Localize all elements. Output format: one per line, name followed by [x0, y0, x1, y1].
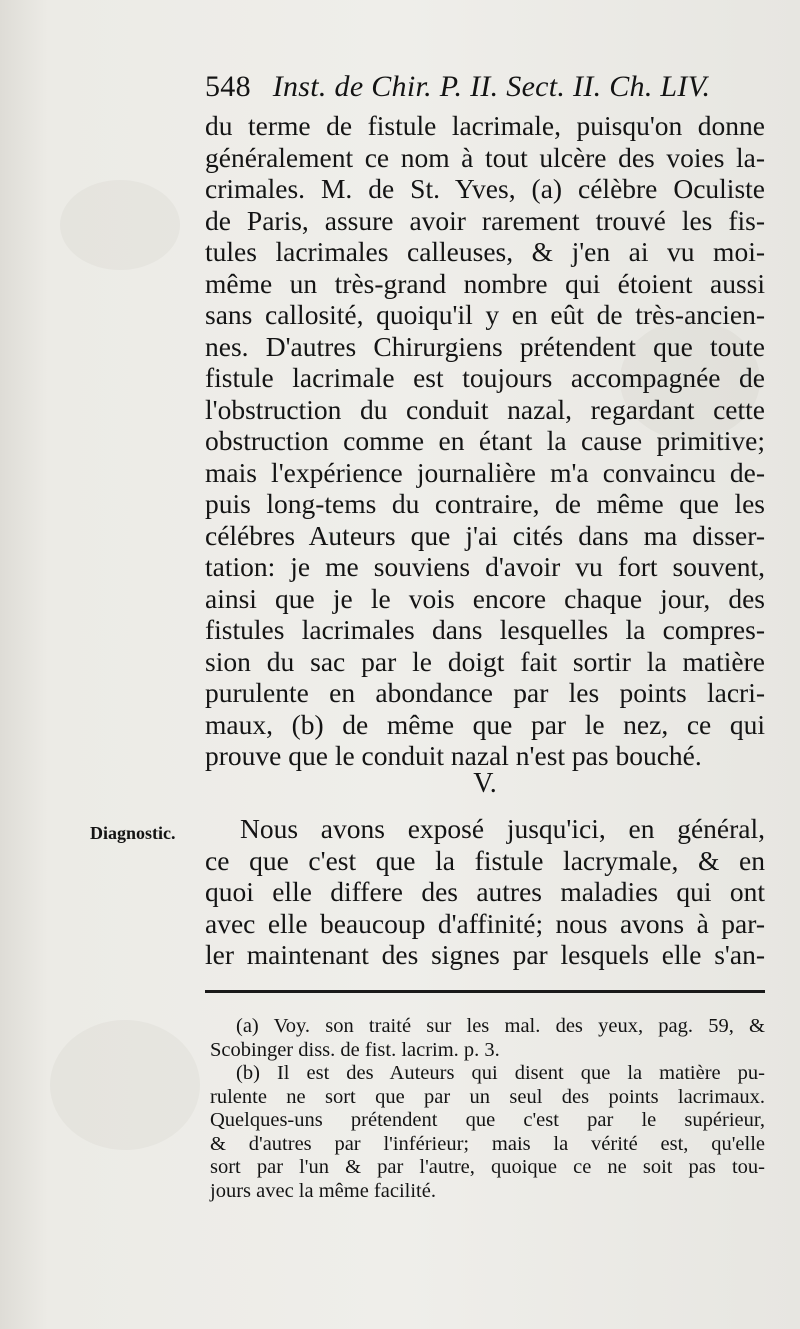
text-line: même un très-grand nombre qui étoient aussi: [205, 267, 765, 299]
text-line: célébres Auteurs que j'ai cités dans ma disser-: [205, 519, 765, 551]
footnote-line: Quelques-uns prétendent que c'est par le supérieur,: [210, 1109, 765, 1131]
paper-stain: [50, 1020, 200, 1150]
text-line: mais l'expérience journalière m'a convaincu de-: [205, 456, 765, 488]
paper-stain: [60, 180, 180, 270]
footnote-a: [210, 1015, 765, 1062]
text-line: du terme de fistule lacrimale, puisqu'on donne: [205, 110, 765, 141]
page-number: 548: [205, 70, 251, 103]
text-line: de Paris, assure avoir rarement trouvé les fis-: [205, 204, 765, 236]
footnote-line: (b) Il est des Auteurs qui disent que la matière pu-: [236, 1062, 765, 1084]
text-line: quoi elle differe des autres maladies qui ont: [205, 876, 765, 907]
footnotes: [210, 1015, 765, 1203]
text-line: purulente en abondance par les points lacri-: [205, 677, 765, 708]
footnote-divider: [205, 990, 765, 993]
footnote-line: (a) Voy. son traité sur les mal. des yeux, pag. 59, &: [236, 1015, 765, 1037]
section-paragraph: [205, 813, 765, 971]
text-line: ce que c'est que la fistule lacrymale, & en: [205, 844, 765, 876]
text-line: puis long-tems du contraire, de même que les: [205, 488, 765, 519]
text-line: tation: je me souviens d'avoir vu fort souvent,: [205, 551, 765, 582]
footnote-b: [210, 1062, 765, 1203]
text-line: fistule lacrimale est toujours accompagnée de: [205, 362, 765, 393]
text-line: l'obstruction du conduit nazal, regardant cette: [205, 393, 765, 425]
text-line: ler maintenant des signes par lesquels elle s'an-: [205, 939, 765, 970]
section-number: V.: [473, 768, 497, 799]
footnote-line: & d'autres par l'inférieur; mais la vérité est, qu'elle: [210, 1132, 765, 1155]
footnote-line: Scobinger diss. de fist. lacrim. p. 3.: [210, 1038, 500, 1061]
text-line: sion du sac par le doigt fait sortir la matière: [205, 645, 765, 677]
text-line: obstruction comme en étant la cause primitive;: [205, 425, 765, 456]
text-line: Nous avons exposé jusqu'ici, en général,: [240, 813, 765, 844]
running-title: Inst. de Chir. P. II. Sect. II. Ch. LIV.: [272, 70, 711, 103]
text-line: crimales. M. de St. Yves, (a) célèbre Oculiste: [205, 173, 765, 204]
footnote-line: jours avec la même facilité.: [210, 1179, 436, 1202]
margin-note: Diagnostic.: [90, 823, 176, 843]
footnote-line: rulente ne sort que par un seul des points lacrimaux.: [210, 1085, 765, 1108]
footnote-line: sort par l'un & par l'autre, quoique ce ne soit pas tou-: [210, 1156, 765, 1178]
text-line: nes. D'autres Chirurgiens prétendent que toute: [205, 330, 765, 362]
running-head: [205, 70, 765, 104]
text-line: avec elle beaucoup d'affinité; nous avons à par-: [205, 907, 765, 939]
body-paragraph: [205, 110, 765, 772]
text-line: fistules lacrimales dans lesquelles la compres-: [205, 614, 765, 645]
text-line: maux, (b) de même que par le nez, ce qui: [205, 708, 765, 740]
text-line: généralement ce nom à tout ulcère des voies la-: [205, 141, 765, 173]
text-line: sans callosité, quoiqu'il y en eût de très-ancien-: [205, 299, 765, 330]
text-line: prouve que le conduit nazal n'est pas bouché.: [205, 740, 702, 771]
text-line: tules lacrimales calleuses, & j'en ai vu moi-: [205, 236, 765, 267]
text-line: ainsi que je le vois encore chaque jour, des: [205, 582, 765, 614]
